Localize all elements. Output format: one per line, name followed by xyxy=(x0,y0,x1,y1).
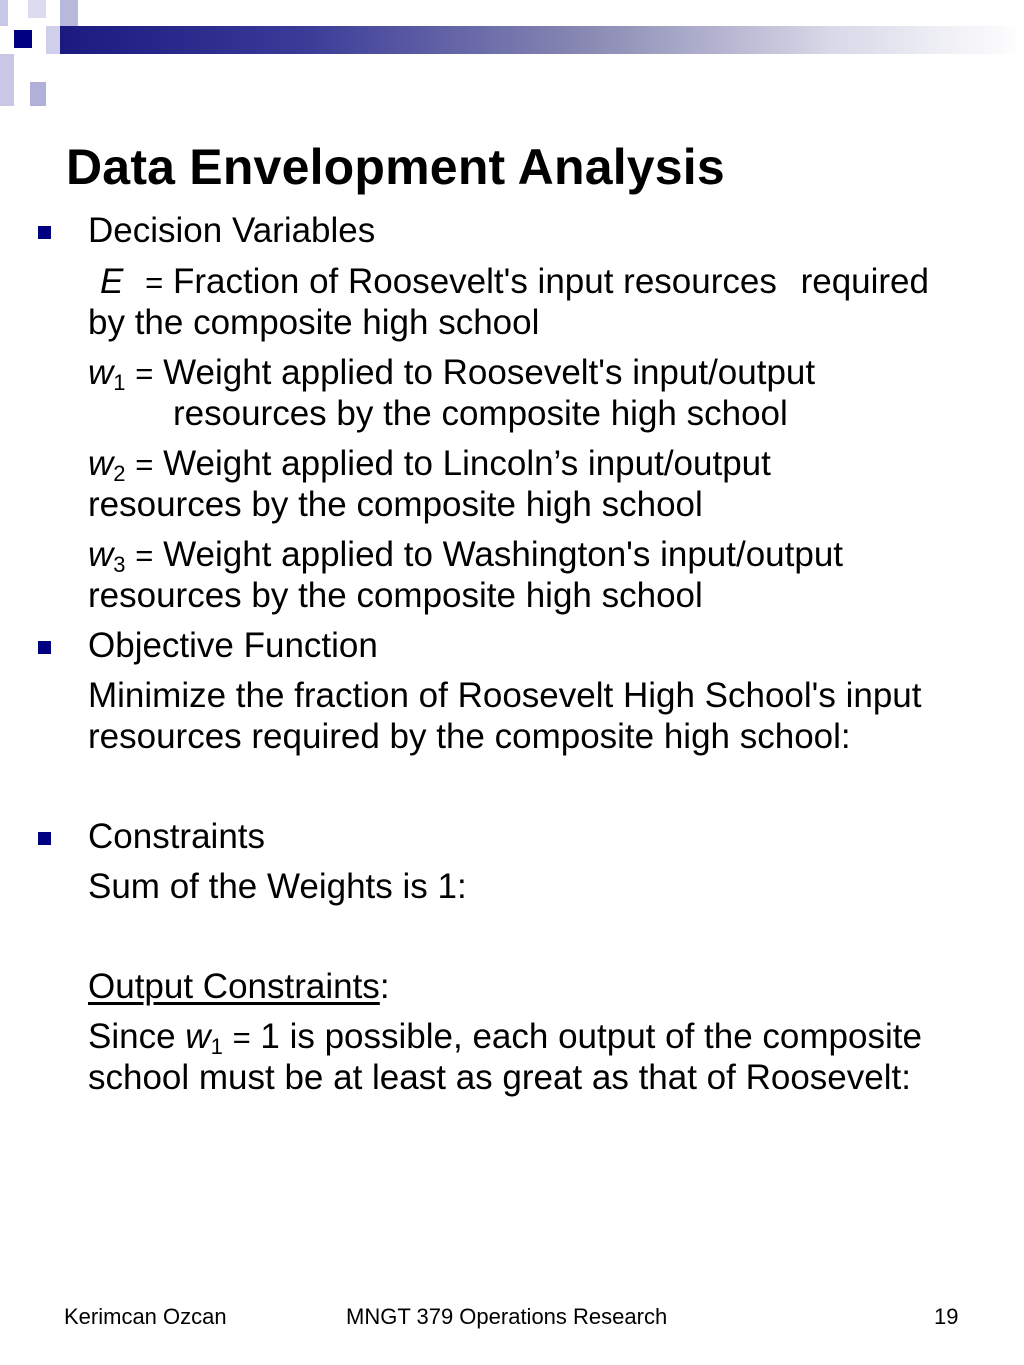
since-subscript: 1 xyxy=(210,1034,223,1059)
since-line2: school must be at least as great as that of Roosevelt: xyxy=(88,1058,911,1097)
corner-square-light xyxy=(28,0,46,18)
corner-square-light xyxy=(0,0,8,26)
var-w1-equals: = xyxy=(135,356,154,391)
var-w2-line1 xyxy=(88,443,771,485)
footer-page-number: 19 xyxy=(934,1304,959,1329)
output-constraints-heading xyxy=(88,966,390,1007)
output-constraints-label: Output Constraints xyxy=(88,967,380,1006)
sum-weights-text: Sum of the Weights is 1: xyxy=(88,867,467,906)
since-line1 xyxy=(88,1016,922,1058)
corner-square-light xyxy=(0,54,14,106)
footer-course: MNGT 379 Operations Research xyxy=(346,1304,668,1329)
footer-author: Kerimcan Ozcan xyxy=(64,1304,227,1329)
var-e-text: Fraction of Roosevelt's input resources xyxy=(172,262,777,301)
corner-square-mid xyxy=(60,0,78,26)
var-w1-text: Weight applied to Roosevelt's input/output xyxy=(163,353,816,392)
since-rest: 1 is possible, each output of the composite xyxy=(260,1017,922,1056)
objective-line2: resources required by the composite high school: xyxy=(88,717,851,756)
since-prefix: Since xyxy=(88,1017,176,1056)
since-symbol: w xyxy=(185,1017,211,1056)
since-equals: = xyxy=(232,1020,251,1055)
var-w2-subscript: 2 xyxy=(113,461,126,486)
var-w3-line2: resources by the composite high school xyxy=(88,576,703,615)
var-w2-line2: resources by the composite high school xyxy=(88,485,703,524)
var-w1-subscript: 1 xyxy=(113,370,126,395)
var-e-text-end: required xyxy=(800,262,929,301)
var-w3-line1 xyxy=(88,534,843,576)
var-w3-symbol: w xyxy=(88,535,114,574)
var-w2-text: Weight applied to Lincoln’s input/output xyxy=(163,444,771,483)
var-w3-equals: = xyxy=(135,538,154,573)
bullet-decision-variables: Decision Variables xyxy=(88,211,376,250)
var-w3-text: Weight applied to Washington's input/output xyxy=(163,535,844,574)
bullet-square-icon xyxy=(38,641,51,654)
corner-square-dark xyxy=(14,30,32,48)
var-w2-equals: = xyxy=(135,447,154,482)
var-e-symbol: E xyxy=(100,262,124,301)
var-e-line1 xyxy=(100,261,929,303)
bullet-objective-function: Objective Function xyxy=(88,626,378,665)
var-e-line2: by the composite high school xyxy=(88,303,540,342)
bullet-constraints: Constraints xyxy=(88,817,266,856)
var-w3-subscript: 3 xyxy=(113,552,126,577)
corner-square-mid xyxy=(30,82,46,106)
output-constraints-colon: : xyxy=(379,967,390,1006)
header-gradient-bar xyxy=(60,26,1024,54)
corner-square-light xyxy=(46,26,60,54)
var-w1-symbol: w xyxy=(88,353,114,392)
objective-line1: Minimize the fraction of Roosevelt High School's input xyxy=(88,676,922,715)
var-w1-line1 xyxy=(88,352,815,394)
var-e-equals: = xyxy=(145,265,164,300)
bullet-square-icon xyxy=(38,226,51,239)
var-w1-line2: resources by the composite high school xyxy=(173,394,788,433)
bullet-square-icon xyxy=(38,832,51,845)
slide-title: Data Envelopment Analysis xyxy=(66,139,725,195)
var-w2-symbol: w xyxy=(88,444,114,483)
